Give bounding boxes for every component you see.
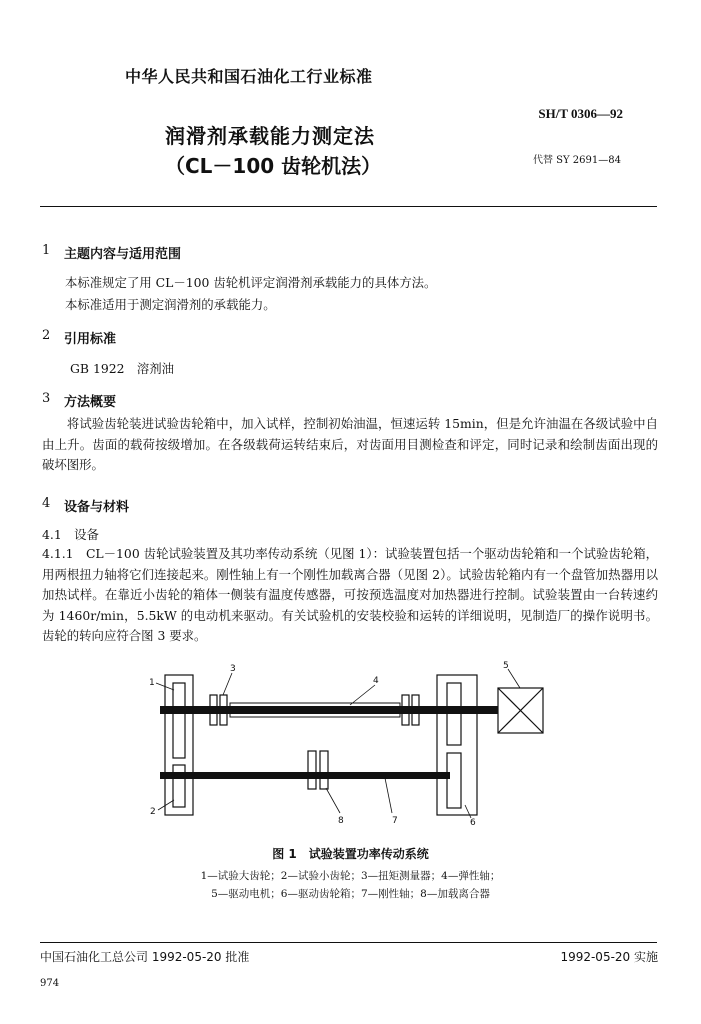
issuing-body: 中华人民共和国石油化工行业标准 (125, 67, 373, 86)
section-1-number: 1 (42, 243, 51, 258)
effective-date: 1992-05-20 实施 (560, 950, 658, 964)
figure-legend-line-2: 5—驱动电机；6—驱动齿轮箱；7—刚性轴；8—加载离合器 (211, 888, 490, 900)
footer-rule (40, 942, 657, 943)
callout-8: 8 (338, 816, 344, 826)
section-4-1-1-paragraph: 4.1.1 CL－100 齿轮试验装置及其功率传动系统（见图 1）：试验装置包括一个驱动齿轮箱和一个试验齿轮箱，用两根扭力轴将它们连接起来。刚性轴上有一个刚性加载离合器（见图 2）。试验齿轮箱内有一个盘管加热器用以加热试样。在靠近小齿轮的箱体一侧装有温度传感器，可按预选温度对加热器进行控制。试验装置由一台转速约为 1460r/min，5.5kW 的电动机来驱动。有关试验机的安装校验和运转的详细说明，见制造厂的操作说明书。齿轮的转向应符合图 3 要求。 (42, 546, 658, 644)
section-4-title: 设备与材料 (64, 500, 130, 515)
header-rule (40, 206, 657, 207)
section-4-number: 4 (42, 496, 51, 511)
load-clutch-right (320, 751, 328, 789)
document-subtitle: （CL－100 齿轮机法） (165, 154, 382, 178)
callout-6: 6 (470, 818, 476, 828)
elastic-shaft (160, 706, 498, 714)
callout-4: 4 (373, 676, 379, 686)
section-2-title: 引用标准 (64, 332, 117, 347)
small-test-gear (173, 765, 185, 807)
section-1-line-1: 本标准规定了用 CL－100 齿轮机评定润滑剂承载能力的具体方法。 (65, 275, 437, 290)
callout-2: 2 (150, 807, 156, 817)
rigid-shaft (160, 772, 450, 779)
drive-gear-lower (447, 753, 461, 808)
section-3-paragraph: 将试验齿轮装进试验齿轮箱中，加入试样，控制初始油温，恒速运转 15min，但是允许油温在各级试验中自由上升。齿面的载荷按级增加。在各级载荷运转结束后，对齿面用目测检查和评定，同时记录和绘制齿面出现的破坏图形。 (42, 416, 658, 473)
callout-7: 7 (392, 816, 398, 826)
section-2-reference: GB 1922 溶剂油 (70, 361, 175, 376)
section-1-line-2: 本标准适用于测定润滑剂的承载能力。 (65, 297, 276, 312)
section-3-title: 方法概要 (64, 395, 117, 410)
subsection-4-1: 4.1 设备 (42, 527, 99, 542)
figure-caption: 图 1 试验装置功率传动系统 (272, 847, 429, 861)
power-transmission-diagram (130, 655, 560, 830)
section-1-title: 主题内容与适用范围 (64, 247, 182, 262)
callout-5: 5 (503, 661, 509, 671)
figure-legend-line-1: 1—试验大齿轮；2—试验小齿轮；3—扭矩测量器；4—弹性轴； (200, 870, 501, 882)
test-gearbox-outline (165, 675, 193, 815)
callout-1: 1 (149, 678, 155, 688)
document-title: 润滑剂承载能力测定法 (165, 124, 375, 148)
section-2-number: 2 (42, 328, 51, 343)
load-clutch-left (308, 751, 316, 789)
large-test-gear (173, 683, 185, 758)
standard-code: SH/T 0306—92 (538, 106, 623, 121)
section-3-number: 3 (42, 391, 51, 406)
replaces-note: 代替 SY 2691—84 (533, 155, 621, 166)
callout-3: 3 (230, 664, 236, 674)
approval-line: 中国石油化工总公司 1992-05-20 批准 (40, 950, 250, 964)
page-number: 974 (40, 978, 60, 989)
